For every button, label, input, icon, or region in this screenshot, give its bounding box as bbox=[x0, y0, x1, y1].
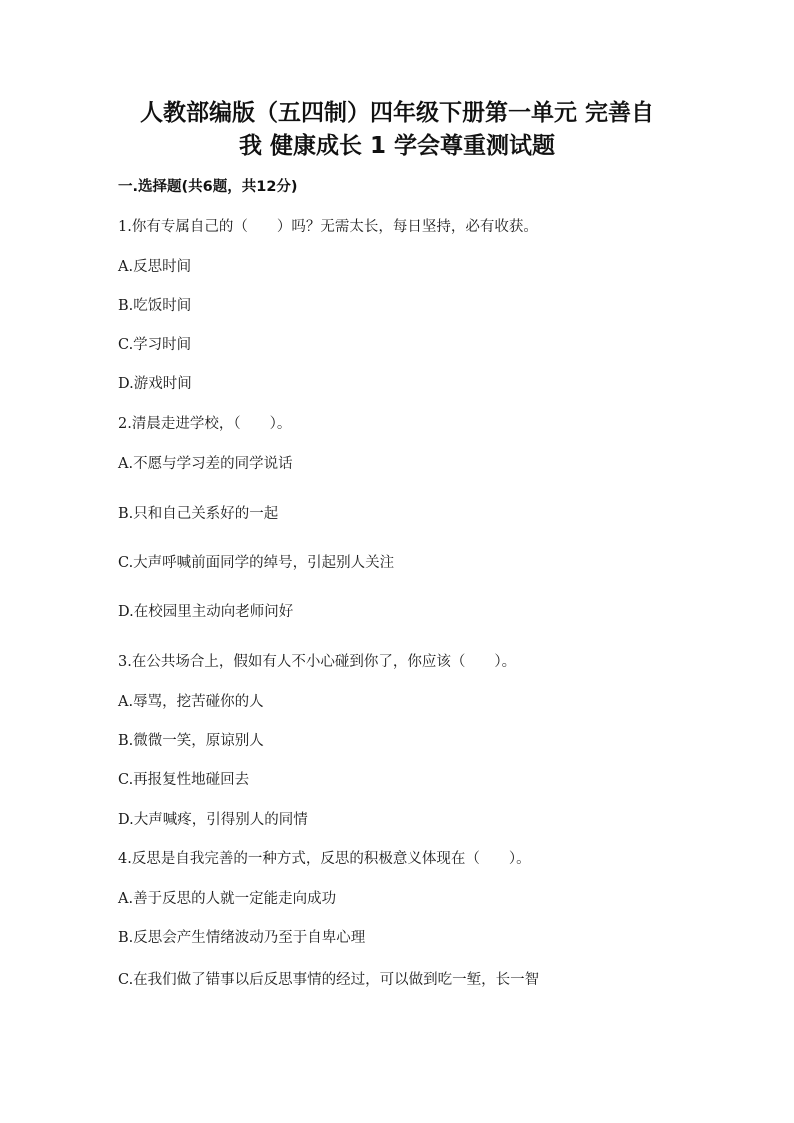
document-title-line-2: 我 健康成长 1 学会尊重测试题 bbox=[238, 133, 556, 159]
question-3-stem: 3.在公共场合上，假如有人不小心碰到你了，你应该（ ）。 bbox=[118, 654, 517, 670]
question-1-option-a: A.反思时间 bbox=[118, 259, 192, 275]
question-4-option-a: A.善于反思的人就一定能走向成功 bbox=[118, 891, 337, 907]
question-2-option-d: D.在校园里主动向老师问好 bbox=[118, 604, 294, 620]
question-1-option-b: B.吃饭时间 bbox=[118, 298, 192, 314]
question-4-stem: 4.反思是自我完善的一种方式，反思的积极意义体现在（ ）。 bbox=[118, 851, 531, 867]
question-1-option-d: D.游戏时间 bbox=[118, 376, 192, 392]
question-4-option-b: B.反思会产生情绪波动乃至于自卑心理 bbox=[118, 930, 366, 946]
question-3-option-d: D.大声喊疼，引得别人的同情 bbox=[118, 812, 308, 828]
document-title-line-1: 人教部编版（五四制）四年级下册第一单元 完善自 bbox=[139, 100, 654, 126]
question-1-option-c: C.学习时间 bbox=[118, 337, 192, 353]
question-3-option-c: C.再报复性地碰回去 bbox=[118, 772, 250, 788]
question-2-option-c: C.大声呼喊前面同学的绰号，引起别人关注 bbox=[118, 555, 395, 571]
question-2-stem: 2.清晨走进学校，（ ）。 bbox=[118, 416, 292, 432]
question-4-option-c: C.在我们做了错事以后反思事情的经过，可以做到吃一堑，长一智 bbox=[118, 972, 540, 988]
question-3-option-b: B.微微一笑，原谅别人 bbox=[118, 733, 264, 749]
section-heading: 一.选择题(共6题，共12分) bbox=[118, 179, 298, 195]
question-3-option-a: A.辱骂，挖苦碰你的人 bbox=[118, 694, 264, 710]
question-2-option-b: B.只和自己关系好的一起 bbox=[118, 506, 279, 522]
question-1-stem: 1.你有专属自己的（ ）吗？无需太长，每日坚持，必有收获。 bbox=[118, 219, 538, 235]
question-2-option-a: A.不愿与学习差的同学说话 bbox=[118, 456, 293, 472]
